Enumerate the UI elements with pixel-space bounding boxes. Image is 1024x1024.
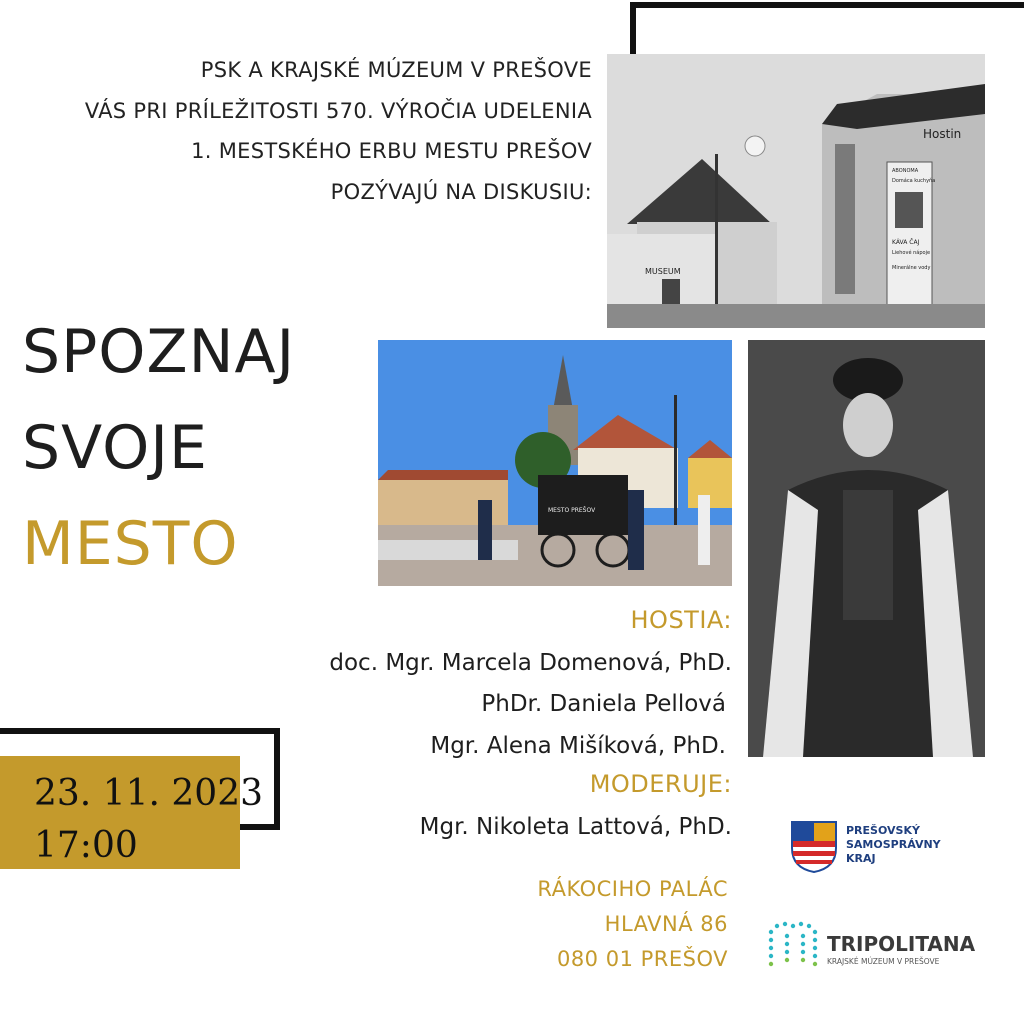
address-line-2: HLAVNÁ 86 (604, 912, 728, 936)
svg-text:SAMOSPRÁVNY: SAMOSPRÁVNY (846, 838, 941, 851)
svg-text:MESTO PREŠOV: MESTO PREŠOV (548, 507, 596, 514)
guest-name: doc. Mgr. Marcela Domenová, PhD. (329, 650, 732, 676)
old-street-photo (607, 54, 985, 328)
svg-text:Minerálne vody: Minerálne vody (892, 265, 931, 271)
svg-text:ABONOMA: ABONOMA (892, 168, 919, 174)
svg-text:Hostin: Hostin (923, 127, 962, 141)
tripolitana-mark-icon (765, 918, 975, 974)
historical-portrait (748, 340, 985, 757)
svg-text:Liehové nápoje: Liehové nápoje (892, 250, 931, 256)
intro-line: POZÝVAJÚ NA DISKUSIU: (330, 179, 592, 204)
event-date: 23. 11. 2023 (34, 773, 264, 814)
old-street-illustration (607, 54, 985, 328)
tripolitana-logo (765, 918, 975, 974)
event-datetime (34, 768, 263, 872)
moderator-label: MODERUJE: (589, 770, 732, 798)
address-line-3: 080 01 PREŠOV (556, 947, 728, 971)
town-square-photo (378, 340, 732, 586)
intro-text (0, 50, 592, 212)
address (537, 872, 728, 977)
svg-text:PREŠOVSKÝ: PREŠOVSKÝ (846, 824, 920, 837)
psk-logo (790, 818, 970, 874)
guests-label: HOSTIA: (630, 606, 732, 634)
title-line-2: SVOJE (22, 413, 208, 483)
event-time: 17:00 (34, 825, 138, 866)
svg-text:KRAJSKÉ MÚZEUM V PREŠOVE: KRAJSKÉ MÚZEUM V PREŠOVE (827, 957, 940, 966)
svg-text:KRAJ: KRAJ (846, 852, 876, 865)
intro-line: VÁS PRI PRÍLEŽITOSTI 570. VÝROČIA UDELENIA (84, 98, 592, 123)
moderator-name: Mgr. Nikoleta Lattová, PhD. (419, 814, 732, 840)
guest-name: Mgr. Alena Mišíková, PhD. (430, 733, 726, 759)
address-line-1: RÁKOCIHO PALÁC (537, 877, 728, 901)
intro-line: 1. MESTSKÉHO ERBU MESTU PREŠOV (191, 139, 592, 163)
town-square-illustration (378, 340, 732, 586)
guest-name: PhDr. Daniela Pellová (481, 691, 726, 717)
svg-text:Domáca kuchyňa: Domáca kuchyňa (892, 178, 936, 184)
svg-text:TRIPOLITANA: TRIPOLITANA (827, 932, 975, 956)
title-line-3: MESTO (22, 509, 239, 579)
portrait-illustration (748, 340, 985, 757)
svg-text:MUSEUM: MUSEUM (645, 267, 681, 276)
title-line-1: SPOZNAJ (22, 317, 296, 387)
top-frame-decoration (630, 2, 1024, 54)
psk-coat-of-arms-icon (790, 818, 970, 874)
svg-text:KÁVA ČAJ: KÁVA ČAJ (892, 239, 920, 246)
intro-line: PSK A KRAJSKÉ MÚZEUM V PREŠOVE (200, 58, 592, 82)
